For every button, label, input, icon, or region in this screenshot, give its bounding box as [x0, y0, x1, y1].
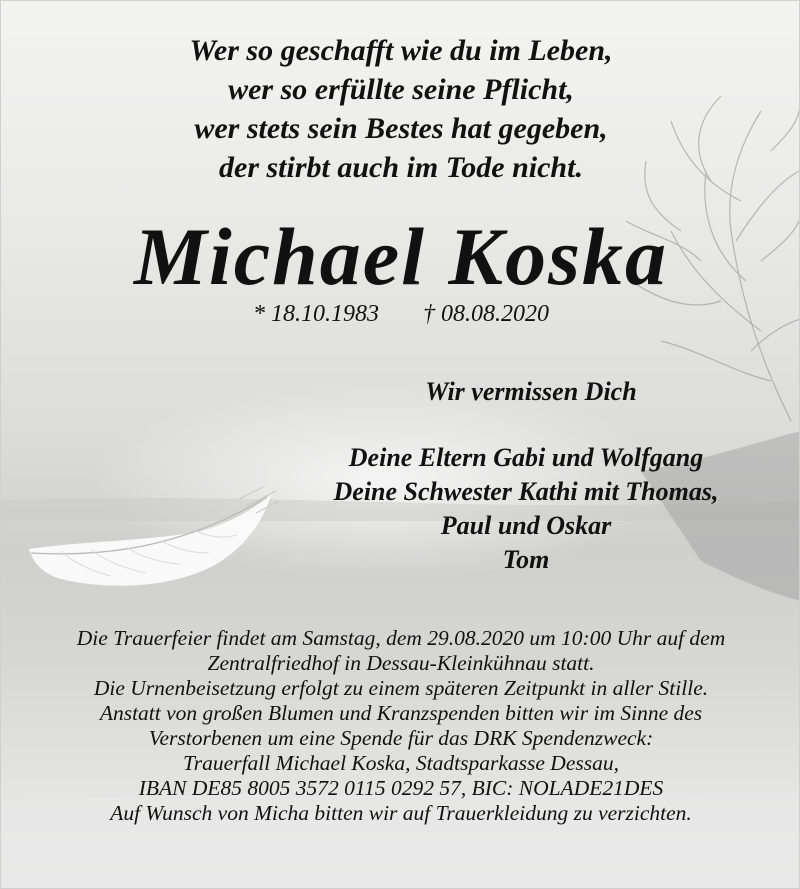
birth-date: * 18.10.1983	[253, 301, 379, 327]
miss-you-line: Wir vermissen Dich	[425, 377, 637, 406]
mourner-line: Tom	[502, 545, 550, 574]
deceased-name: Michael Koska	[134, 211, 668, 302]
memorial-verse	[1, 31, 800, 187]
mourner-line: Paul und Oskar	[440, 511, 612, 540]
notice-line: Die Trauerfeier findet am Samstag, dem 29.08.2020 um 10:00 Uhr auf dem	[76, 626, 726, 650]
mourners-list	[276, 441, 776, 577]
verse-line: wer stets sein Bestes hat gegeben,	[194, 112, 608, 145]
verse-line: Wer so geschafft wie du im Leben,	[189, 34, 613, 67]
verse-line: der stirbt auch im Tode nicht.	[219, 151, 583, 184]
life-dates	[1, 299, 800, 329]
death-date: † 08.08.2020	[423, 301, 549, 327]
verse-line: wer so erfüllte seine Pflicht,	[228, 73, 574, 106]
notice-line: Verstorbenen um eine Spende für das DRK Spendenzweck:	[148, 726, 654, 750]
notice-line: Anstatt von großen Blumen und Kranzspenden bitten wir im Sinne des	[99, 701, 703, 725]
notice-line: IBAN DE85 8005 3572 0115 0292 57, BIC: NOLADE21DES	[138, 776, 664, 800]
funeral-notice	[1, 626, 800, 826]
mourner-line: Deine Eltern Gabi und Wolfgang	[348, 443, 704, 472]
notice-line: Zentralfriedhof in Dessau-Kleinkühnau statt.	[207, 651, 595, 675]
notice-line: Die Urnenbeisetzung erfolgt zu einem späteren Zeitpunkt in aller Stille.	[93, 676, 709, 700]
notice-line: Auf Wunsch von Micha bitten wir auf Trauerkleidung zu verzichten.	[110, 801, 692, 825]
mourner-line: Deine Schwester Kathi mit Thomas,	[333, 477, 719, 506]
notice-line: Trauerfall Michael Koska, Stadtsparkasse Dessau,	[183, 751, 619, 775]
